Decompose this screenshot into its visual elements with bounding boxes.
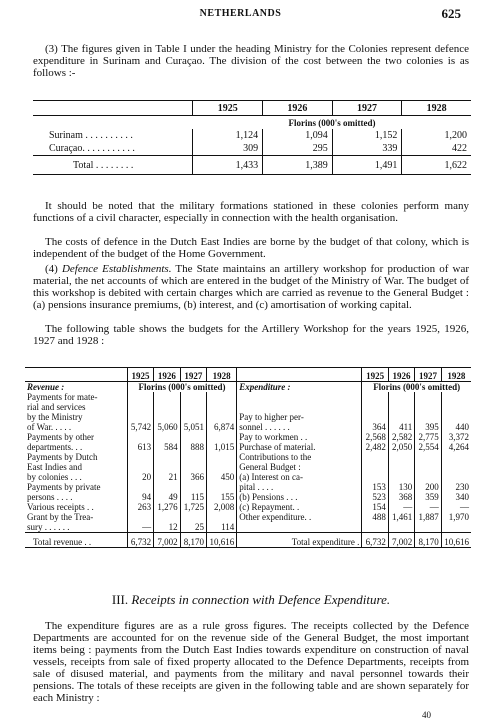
total-value: 6,732 (362, 533, 388, 548)
table-row (25, 492, 471, 502)
cell-value: 523 (362, 492, 388, 502)
cell-value: 2,008 (207, 502, 237, 512)
cell-value: — (127, 522, 153, 533)
total-row (25, 533, 471, 548)
total-value: 8,170 (180, 533, 206, 548)
cell-value: 309 (193, 142, 263, 156)
cell-value (415, 412, 441, 422)
cell-value: 1,887 (415, 512, 441, 522)
cell-value: 230 (441, 482, 471, 492)
year-header: 1928 (441, 368, 471, 382)
units-row (33, 116, 471, 130)
row-label: Surinam . . . . . . . . . . (49, 130, 133, 141)
cell-value: 200 (415, 482, 441, 492)
cell-value (415, 472, 441, 482)
cell-value: 5,060 (154, 422, 180, 432)
revenue-item-label: Grant by the Trea- (27, 512, 94, 522)
cell-value (154, 432, 180, 442)
total-value: 1,389 (263, 156, 333, 175)
table-header-row (33, 101, 471, 116)
cell-value (362, 462, 388, 472)
artillery-workshop-table (25, 367, 471, 548)
table-row (25, 402, 471, 412)
cell-value (388, 522, 414, 533)
cell-value (441, 522, 471, 533)
cell-value (415, 522, 441, 533)
year-header: 1925 (127, 368, 153, 382)
cell-value (154, 482, 180, 492)
cell-value (362, 452, 388, 462)
cell-value: 154 (362, 502, 388, 512)
cell-value (127, 482, 153, 492)
para-body: The State maintains an artillery workshop for production of war material, the net accounts of which are entered in the budget of the Ministry of War. The budget of this workshop is debited with certain charges which are carried as revenue to the General Budget : (a) pensions insurance premiums, (b) interest, and (c) amortisation of working capital. (33, 263, 469, 311)
cell-value: 411 (388, 422, 414, 432)
total-value: 1,433 (193, 156, 263, 175)
cell-value: 4,264 (441, 442, 471, 452)
cell-value: 1,970 (441, 512, 471, 522)
cell-value (362, 392, 388, 402)
cell-value: 395 (415, 422, 441, 432)
cell-value: 364 (362, 422, 388, 432)
cell-value: 359 (415, 492, 441, 502)
cell-value (441, 402, 471, 412)
cell-value (362, 402, 388, 412)
cell-value: 1,152 (332, 129, 402, 142)
cell-value: 25 (180, 522, 206, 533)
paragraph-receipts: The expenditure figures are as a rule gross figures. The receipts collected by the Defence Departments are accounted for on the revenue side of the General Budget, the most important items being : payments from the Dutch East Indies towards expenditure on construction of naval vessels, receipts from sale of fixed property allocated to the Defence Departments, receipts from sale of disused material, and payments from the military and naval personnel towards their pensions. The totals of these receipts are given in the following table and are shown separately for each Ministry : (33, 620, 469, 704)
units-label: Florins (000's omitted) (288, 117, 376, 128)
cell-value: 155 (207, 492, 237, 502)
expenditure-item-label: Contributions to the (237, 452, 362, 462)
revenue-item-label: East Indies and (27, 462, 82, 472)
cell-value: 1,094 (263, 129, 333, 142)
year-header: 1925 (362, 368, 388, 382)
units-label: Florins (000's omitted) (362, 382, 471, 393)
para-number: (4) (45, 263, 58, 275)
cell-value: 440 (441, 422, 471, 432)
cell-value (180, 452, 206, 462)
cell-value: 5,742 (127, 422, 153, 432)
paragraph-military-note: It should be noted that the military formations stationed in these colonies perform many functions of a civil character, especially in connection with the health organisation. (33, 200, 469, 224)
cell-value (180, 462, 206, 472)
revenue-item-label: Various receipts . . (27, 502, 94, 512)
cell-value: 153 (362, 482, 388, 492)
expenditure-total-label: Total expenditure . (237, 533, 362, 548)
para-heading: Defence Establishments. (61, 263, 172, 275)
total-value: 10,616 (441, 533, 471, 548)
total-value: 10,616 (207, 533, 237, 548)
cell-value: 20 (127, 472, 153, 482)
expenditure-item-label (237, 402, 362, 412)
table-row (25, 432, 471, 442)
revenue-item-label: sury . . . . . . (27, 522, 70, 532)
revenue-item-label: by colonies . . . (27, 472, 82, 482)
table-row (33, 129, 471, 142)
cell-value (441, 462, 471, 472)
cell-value (362, 412, 388, 422)
cell-value: 130 (388, 482, 414, 492)
revenue-heading: Revenue : (27, 382, 65, 392)
cell-value (207, 452, 237, 462)
cell-value: 2,582 (388, 432, 414, 442)
table-row (25, 502, 471, 512)
cell-value (154, 392, 180, 402)
year-header: 1928 (402, 101, 471, 116)
cell-value (415, 462, 441, 472)
cell-value: 2,775 (415, 432, 441, 442)
total-value: 1,622 (402, 156, 471, 175)
revenue-total-label: Total revenue . . (25, 533, 127, 548)
cell-value (180, 402, 206, 412)
cell-value (388, 452, 414, 462)
cell-value (441, 452, 471, 462)
expenditure-item-label: sonnel . . . . . . (237, 422, 362, 432)
total-value: 7,002 (154, 533, 180, 548)
year-header: 1926 (388, 368, 414, 382)
table-row (25, 442, 471, 452)
row-label: Curaçao. . . . . . . . . . . (49, 143, 135, 154)
cell-value: 422 (402, 142, 471, 156)
cell-value (415, 452, 441, 462)
paragraph-defence-establishments (33, 263, 469, 311)
expenditure-item-label: (c) Repayment. . (237, 502, 362, 512)
cell-value: 94 (127, 492, 153, 502)
cell-value: 295 (263, 142, 333, 156)
cell-value: 1,015 (207, 442, 237, 452)
cell-value (154, 412, 180, 422)
cell-value (207, 392, 237, 402)
cell-value: 1,200 (402, 129, 471, 142)
expenditure-item-label (237, 522, 362, 533)
cell-value: 2,482 (362, 442, 388, 452)
expenditure-item-label: Pay to workmen . . (237, 432, 362, 442)
cell-value (207, 432, 237, 442)
cell-value: — (415, 502, 441, 512)
year-header: 1926 (263, 101, 333, 116)
running-header: NETHERLANDS (199, 8, 282, 19)
cell-value (180, 432, 206, 442)
section-header-row (25, 382, 471, 393)
cell-value: 366 (180, 472, 206, 482)
cell-value (441, 412, 471, 422)
footer-signature-number: 40 (422, 710, 431, 720)
cell-value (415, 402, 441, 412)
cell-value: 3,372 (441, 432, 471, 442)
cell-value (180, 412, 206, 422)
cell-value: 1,124 (193, 129, 263, 142)
expenditure-item-label: pital . . . . (237, 482, 362, 492)
paragraph-table-intro: The following table shows the budgets for the Artillery Workshop for the years 1925, 1926, 1927 and 1928 : (33, 323, 469, 347)
cell-value (154, 452, 180, 462)
table-row (25, 522, 471, 533)
expenditure-item-label: Purchase of material. (237, 442, 362, 452)
page-number: 625 (441, 6, 461, 21)
cell-value (207, 482, 237, 492)
cell-value (441, 392, 471, 402)
table-row (25, 512, 471, 522)
units-label: Florins (000's omitted) (127, 382, 237, 393)
table-row (25, 472, 471, 482)
cell-value: — (441, 502, 471, 512)
year-header: 1927 (415, 368, 441, 382)
table-row (25, 392, 471, 402)
cell-value: — (388, 502, 414, 512)
cell-value (127, 432, 153, 442)
revenue-item-label: Payments by Dutch (27, 452, 98, 462)
total-value: 6,732 (127, 533, 153, 548)
cell-value (207, 462, 237, 472)
cell-value (127, 512, 153, 522)
cell-value: 5,051 (180, 422, 206, 432)
cell-value: 21 (154, 472, 180, 482)
cell-value (207, 512, 237, 522)
cell-value (154, 402, 180, 412)
cell-value (154, 512, 180, 522)
cell-value: 584 (154, 442, 180, 452)
header-spacer (237, 368, 362, 382)
cell-value: 488 (362, 512, 388, 522)
cell-value: 1,276 (154, 502, 180, 512)
cell-value: 450 (207, 472, 237, 482)
cell-value: 613 (127, 442, 153, 452)
paragraph-east-indies: The costs of defence in the Dutch East Indies are borne by the budget of that colony, which is independent of the budget of the Home Government. (33, 236, 469, 260)
cell-value (180, 482, 206, 492)
cell-value: 339 (332, 142, 402, 156)
table-row (33, 142, 471, 156)
cell-value: 115 (180, 492, 206, 502)
cell-value: 114 (207, 522, 237, 533)
expenditure-item-label: Pay to higher per- (237, 412, 362, 422)
table-row (25, 482, 471, 492)
cell-value (180, 512, 206, 522)
year-header: 1925 (193, 101, 263, 116)
cell-value: 2,050 (388, 442, 414, 452)
cell-value: 1,461 (388, 512, 414, 522)
cell-value (127, 412, 153, 422)
total-value: 7,002 (388, 533, 414, 548)
revenue-item-label: departments. . . (27, 442, 83, 452)
cell-value (127, 392, 153, 402)
year-header: 1927 (180, 368, 206, 382)
table-row (25, 452, 471, 462)
cell-value (388, 402, 414, 412)
revenue-item-label: of War. . . . . (27, 422, 72, 432)
year-header: 1927 (332, 101, 402, 116)
table-header-row (25, 368, 471, 382)
cell-value (207, 402, 237, 412)
header-spacer (25, 368, 127, 382)
total-label: Total . . . . . . . . (33, 156, 193, 175)
cell-value: 263 (127, 502, 153, 512)
expenditure-item-label: General Budget : (237, 462, 362, 472)
cell-value (388, 392, 414, 402)
section-heading (33, 592, 469, 608)
section-number: III. (111, 592, 129, 607)
expenditure-heading: Expenditure : (237, 382, 362, 393)
cell-value (388, 412, 414, 422)
cell-value: 368 (388, 492, 414, 502)
revenue-item-label: persons . . . . (27, 492, 73, 502)
cell-value (180, 392, 206, 402)
cell-value: 2,554 (415, 442, 441, 452)
table-row (25, 462, 471, 472)
paragraph-colonies: (3) The figures given in Table I under the heading Ministry for the Colonies represent defence expenditure in Surinam and Curaçao. The division of the cost between the two colonies is as follows :- (33, 43, 469, 79)
cell-value: 49 (154, 492, 180, 502)
total-row (33, 156, 471, 175)
revenue-item-label: rial and services (27, 402, 86, 412)
section-title: Receipts in connection with Defence Expenditure. (131, 592, 391, 607)
cell-value (127, 402, 153, 412)
cell-value (441, 472, 471, 482)
cell-value (127, 462, 153, 472)
year-header: 1926 (154, 368, 180, 382)
cell-value (388, 472, 414, 482)
expenditure-item-label: (a) Interest on ca- (237, 472, 362, 482)
revenue-item-label: Payments by other (27, 432, 94, 442)
revenue-item-label: Payments for mate- (27, 392, 98, 402)
cell-value: 1,725 (180, 502, 206, 512)
cell-value (388, 462, 414, 472)
expenditure-item-label: (b) Pensions . . . (237, 492, 362, 502)
cell-value: 2,568 (362, 432, 388, 442)
total-value: 8,170 (415, 533, 441, 548)
expenditure-item-label: Other expenditure. . (237, 512, 362, 522)
cell-value: 888 (180, 442, 206, 452)
cell-value: 340 (441, 492, 471, 502)
table-row (25, 422, 471, 432)
cell-value (127, 452, 153, 462)
cell-value (362, 522, 388, 533)
revenue-item-label: Payments by private (27, 482, 101, 492)
cell-value (362, 472, 388, 482)
year-header: 1928 (207, 368, 237, 382)
cell-value: 6,874 (207, 422, 237, 432)
cell-value (415, 392, 441, 402)
cell-value (207, 412, 237, 422)
revenue-item-label: by the Ministry (27, 412, 83, 422)
cell-value (154, 462, 180, 472)
expenditure-item-label (237, 392, 362, 402)
total-value: 1,491 (332, 156, 402, 175)
colonies-cost-table (33, 100, 471, 175)
table-row (25, 412, 471, 422)
cell-value: 12 (154, 522, 180, 533)
